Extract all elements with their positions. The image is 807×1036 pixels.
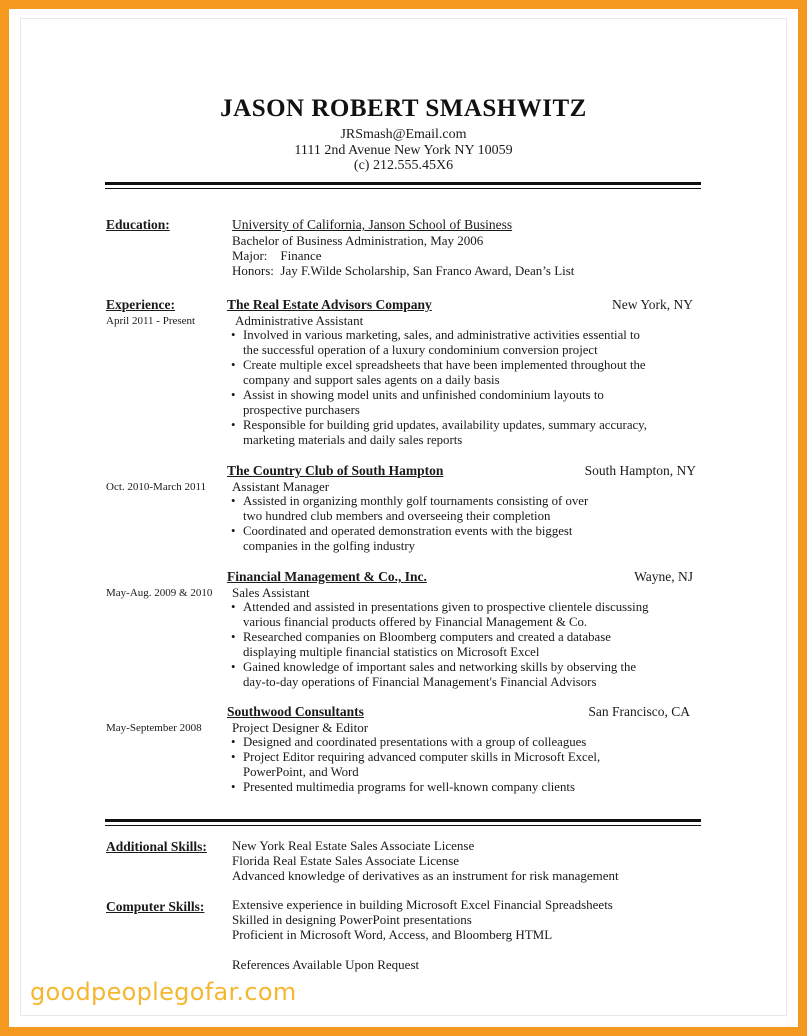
job-bullet: • Assisted in organizing monthly golf tournaments consisting of over two hundred club members and overseeing their completion (231, 494, 596, 524)
job-bullets (231, 735, 606, 795)
job-dates: April 2011 - Present (106, 315, 196, 327)
contact-address: 1111 2nd Avenue New York NY 10059 (294, 143, 513, 158)
watermark: goodpeoplegofar.com (30, 978, 297, 1006)
job-bullet: • Gained knowledge of important sales and networking skills by observing the day-to-day operations of Financial Management's Financial Advisors (231, 660, 656, 690)
additional-skill-item: Advanced knowledge of derivatives as an instrument for risk management (232, 868, 619, 883)
computer-skill-item: Skilled in designing PowerPoint presentations (232, 912, 472, 927)
job-location: South Hampton, NY (584, 463, 696, 478)
job-dates: Oct. 2010-March 2011 (106, 481, 207, 493)
job-dates: May-September 2008 (106, 722, 202, 734)
header-rule-top (105, 182, 701, 185)
job-bullet: • Coordinated and operated demonstration events with the biggest companies in the golfing industry (231, 524, 596, 554)
job-bullet: • Attended and assisted in presentations given to prospective clientele discussing various financial products offered by Financial Management & Co. (231, 600, 656, 630)
job-bullets (231, 494, 596, 554)
job-bullet: • Designed and coordinated presentations with a group of colleagues (231, 735, 606, 750)
job-company: Financial Management & Co., Inc. (227, 569, 427, 584)
additional-skills-label: Additional Skills: (106, 839, 207, 854)
job-location: New York, NY (611, 297, 693, 312)
job-company: The Real Estate Advisors Company (227, 297, 432, 312)
job-title: Project Designer & Editor (232, 720, 369, 735)
job-bullets (231, 328, 651, 448)
computer-skills-label: Computer Skills: (106, 899, 205, 914)
computer-skill-item: Extensive experience in building Microsoft Excel Financial Spreadsheets (232, 897, 613, 912)
contact-email: JRSmash@Email.com (340, 127, 467, 142)
job-title: Administrative Assistant (235, 313, 364, 328)
additional-skill-item: Florida Real Estate Sales Associate License (232, 853, 460, 868)
additional-skill-item: New York Real Estate Sales Associate License (232, 838, 475, 853)
job-bullet: • Presented multimedia programs for well-known company clients (231, 780, 606, 795)
job-dates: May-Aug. 2009 & 2010 (106, 587, 213, 599)
references-note: References Available Upon Request (232, 957, 420, 972)
section-rule-top (105, 819, 701, 822)
job-bullet: • Create multiple excel spreadsheets that have been implemented throughout the company and support sales agents on a daily basis (231, 358, 651, 388)
job-bullet: • Researched companies on Bloomberg computers and created a database displaying multiple financial statistics on Microsoft Excel (231, 630, 656, 660)
education-label: Education: (106, 217, 170, 232)
job-company: Southwood Consultants (227, 704, 364, 719)
job-bullets (231, 600, 656, 690)
job-company: The Country Club of South Hampton (227, 463, 444, 478)
header-rule-bottom (105, 188, 701, 189)
job-bullet: • Involved in various marketing, sales, and administrative activities essential to the successful operation of a luxury condominium conversion project (231, 328, 651, 358)
contact-phone: (c) 212.555.45X6 (353, 158, 454, 173)
job-bullet: • Project Editor requiring advanced computer skills in Microsoft Excel, PowerPoint, and Word (231, 750, 606, 780)
job-bullet: • Assist in showing model units and unfinished condominium layouts to prospective purchasers (231, 388, 651, 418)
experience-label: Experience: (106, 297, 175, 312)
section-rule-bottom (105, 825, 701, 826)
job-location: Wayne, NJ (634, 569, 693, 584)
education-honors: Honors: Jay F.Wilde Scholarship, San Franco Award, Dean’s List (232, 263, 575, 278)
job-location: San Francisco, CA (588, 704, 690, 719)
job-title: Sales Assistant (232, 585, 310, 600)
education-major: Major: Finance (232, 248, 322, 263)
candidate-name: JASON ROBERT SMASHWITZ (220, 95, 587, 122)
education-school: University of California, Janson School of Business (232, 217, 513, 232)
education-degree: Bachelor of Business Administration, May 2006 (232, 233, 484, 248)
job-title: Assistant Manager (232, 479, 330, 494)
computer-skill-item: Proficient in Microsoft Word, Access, and Bloomberg HTML (232, 927, 553, 942)
job-bullet: • Responsible for building grid updates, availability updates, summary accuracy, marketing materials and daily sales reports (231, 418, 651, 448)
